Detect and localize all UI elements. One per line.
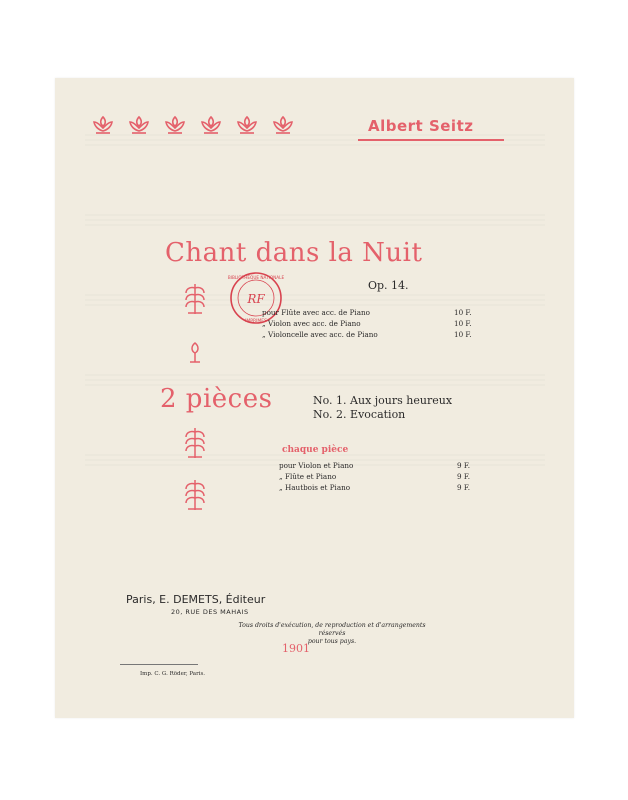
edition-price: 10 F. (454, 330, 472, 339)
chant-editions-list (262, 307, 472, 340)
list-item: No. 2. Evocation (313, 408, 406, 421)
svg-text:IMPRIMES: IMPRIMES (245, 319, 267, 324)
svg-text:RF: RF (247, 292, 265, 306)
tulip-ornament-icon (234, 114, 260, 136)
edition-price: 9 F. (457, 472, 471, 481)
list-item (262, 329, 472, 340)
flower-ornament-icon (183, 340, 207, 364)
rights-line: Tous droits d'exécution, de reproduction et d'arrangements réservés (238, 622, 426, 637)
list-item (279, 460, 479, 471)
opus-number: Op. 14. (368, 279, 409, 292)
tulip-ornament-icon (126, 114, 152, 136)
tulip-ornament-icon (198, 114, 224, 136)
edition-price: 10 F. (454, 319, 472, 328)
rights-line: pour tous pays. (307, 638, 357, 645)
list-item: No. 1. Aux jours heureux (313, 394, 453, 407)
edition-label: „ Violon avec acc. de Piano (262, 319, 361, 328)
svg-text:BIBLIOTHEQUE NATIONALE: BIBLIOTHEQUE NATIONALE (228, 275, 284, 280)
edition-label: „ Flûte et Piano (279, 472, 337, 481)
composer-name: Albert Seitz (368, 117, 474, 135)
edition-price: 9 F. (457, 483, 471, 492)
chaque-piece-heading: chaque pièce (282, 445, 349, 455)
edition-label: „ Hautbois et Piano (279, 483, 351, 492)
composer-underline (358, 139, 504, 141)
publisher-address: 20, RUE DES MAHAIS (171, 608, 249, 616)
tulip-ornament-row (90, 114, 296, 136)
work-title: Chant dans la Nuit (165, 238, 423, 268)
tulip-ornament-icon (270, 114, 296, 136)
leaf-ornament-icon (183, 476, 207, 514)
leaf-ornament-icon (183, 282, 207, 316)
publisher-line: Paris, E. DEMETS, Éditeur (126, 593, 266, 606)
rights-notice (232, 622, 432, 646)
list-item (279, 482, 479, 493)
piece-editions-list (279, 460, 479, 493)
edition-price: 10 F. (454, 308, 472, 317)
list-item (262, 318, 472, 329)
pieces-heading: 2 pièces (160, 384, 273, 414)
list-item (262, 307, 472, 318)
edition-price: 9 F. (457, 461, 471, 470)
tulip-ornament-icon (162, 114, 188, 136)
leaf-ornament-icon (183, 425, 207, 461)
publication-year: 1901 (282, 642, 310, 655)
pieces-list (313, 394, 452, 422)
divider (120, 664, 198, 665)
edition-label: „ Violoncelle avec acc. de Piano (262, 330, 378, 339)
edition-label: pour Violon et Piano (279, 461, 354, 470)
edition-label: pour Flûte avec acc. de Piano (262, 308, 370, 317)
printer-credit: Imp. C. G. Röder, Paris. (140, 671, 206, 677)
list-item (279, 471, 479, 482)
tulip-ornament-icon (90, 114, 116, 136)
